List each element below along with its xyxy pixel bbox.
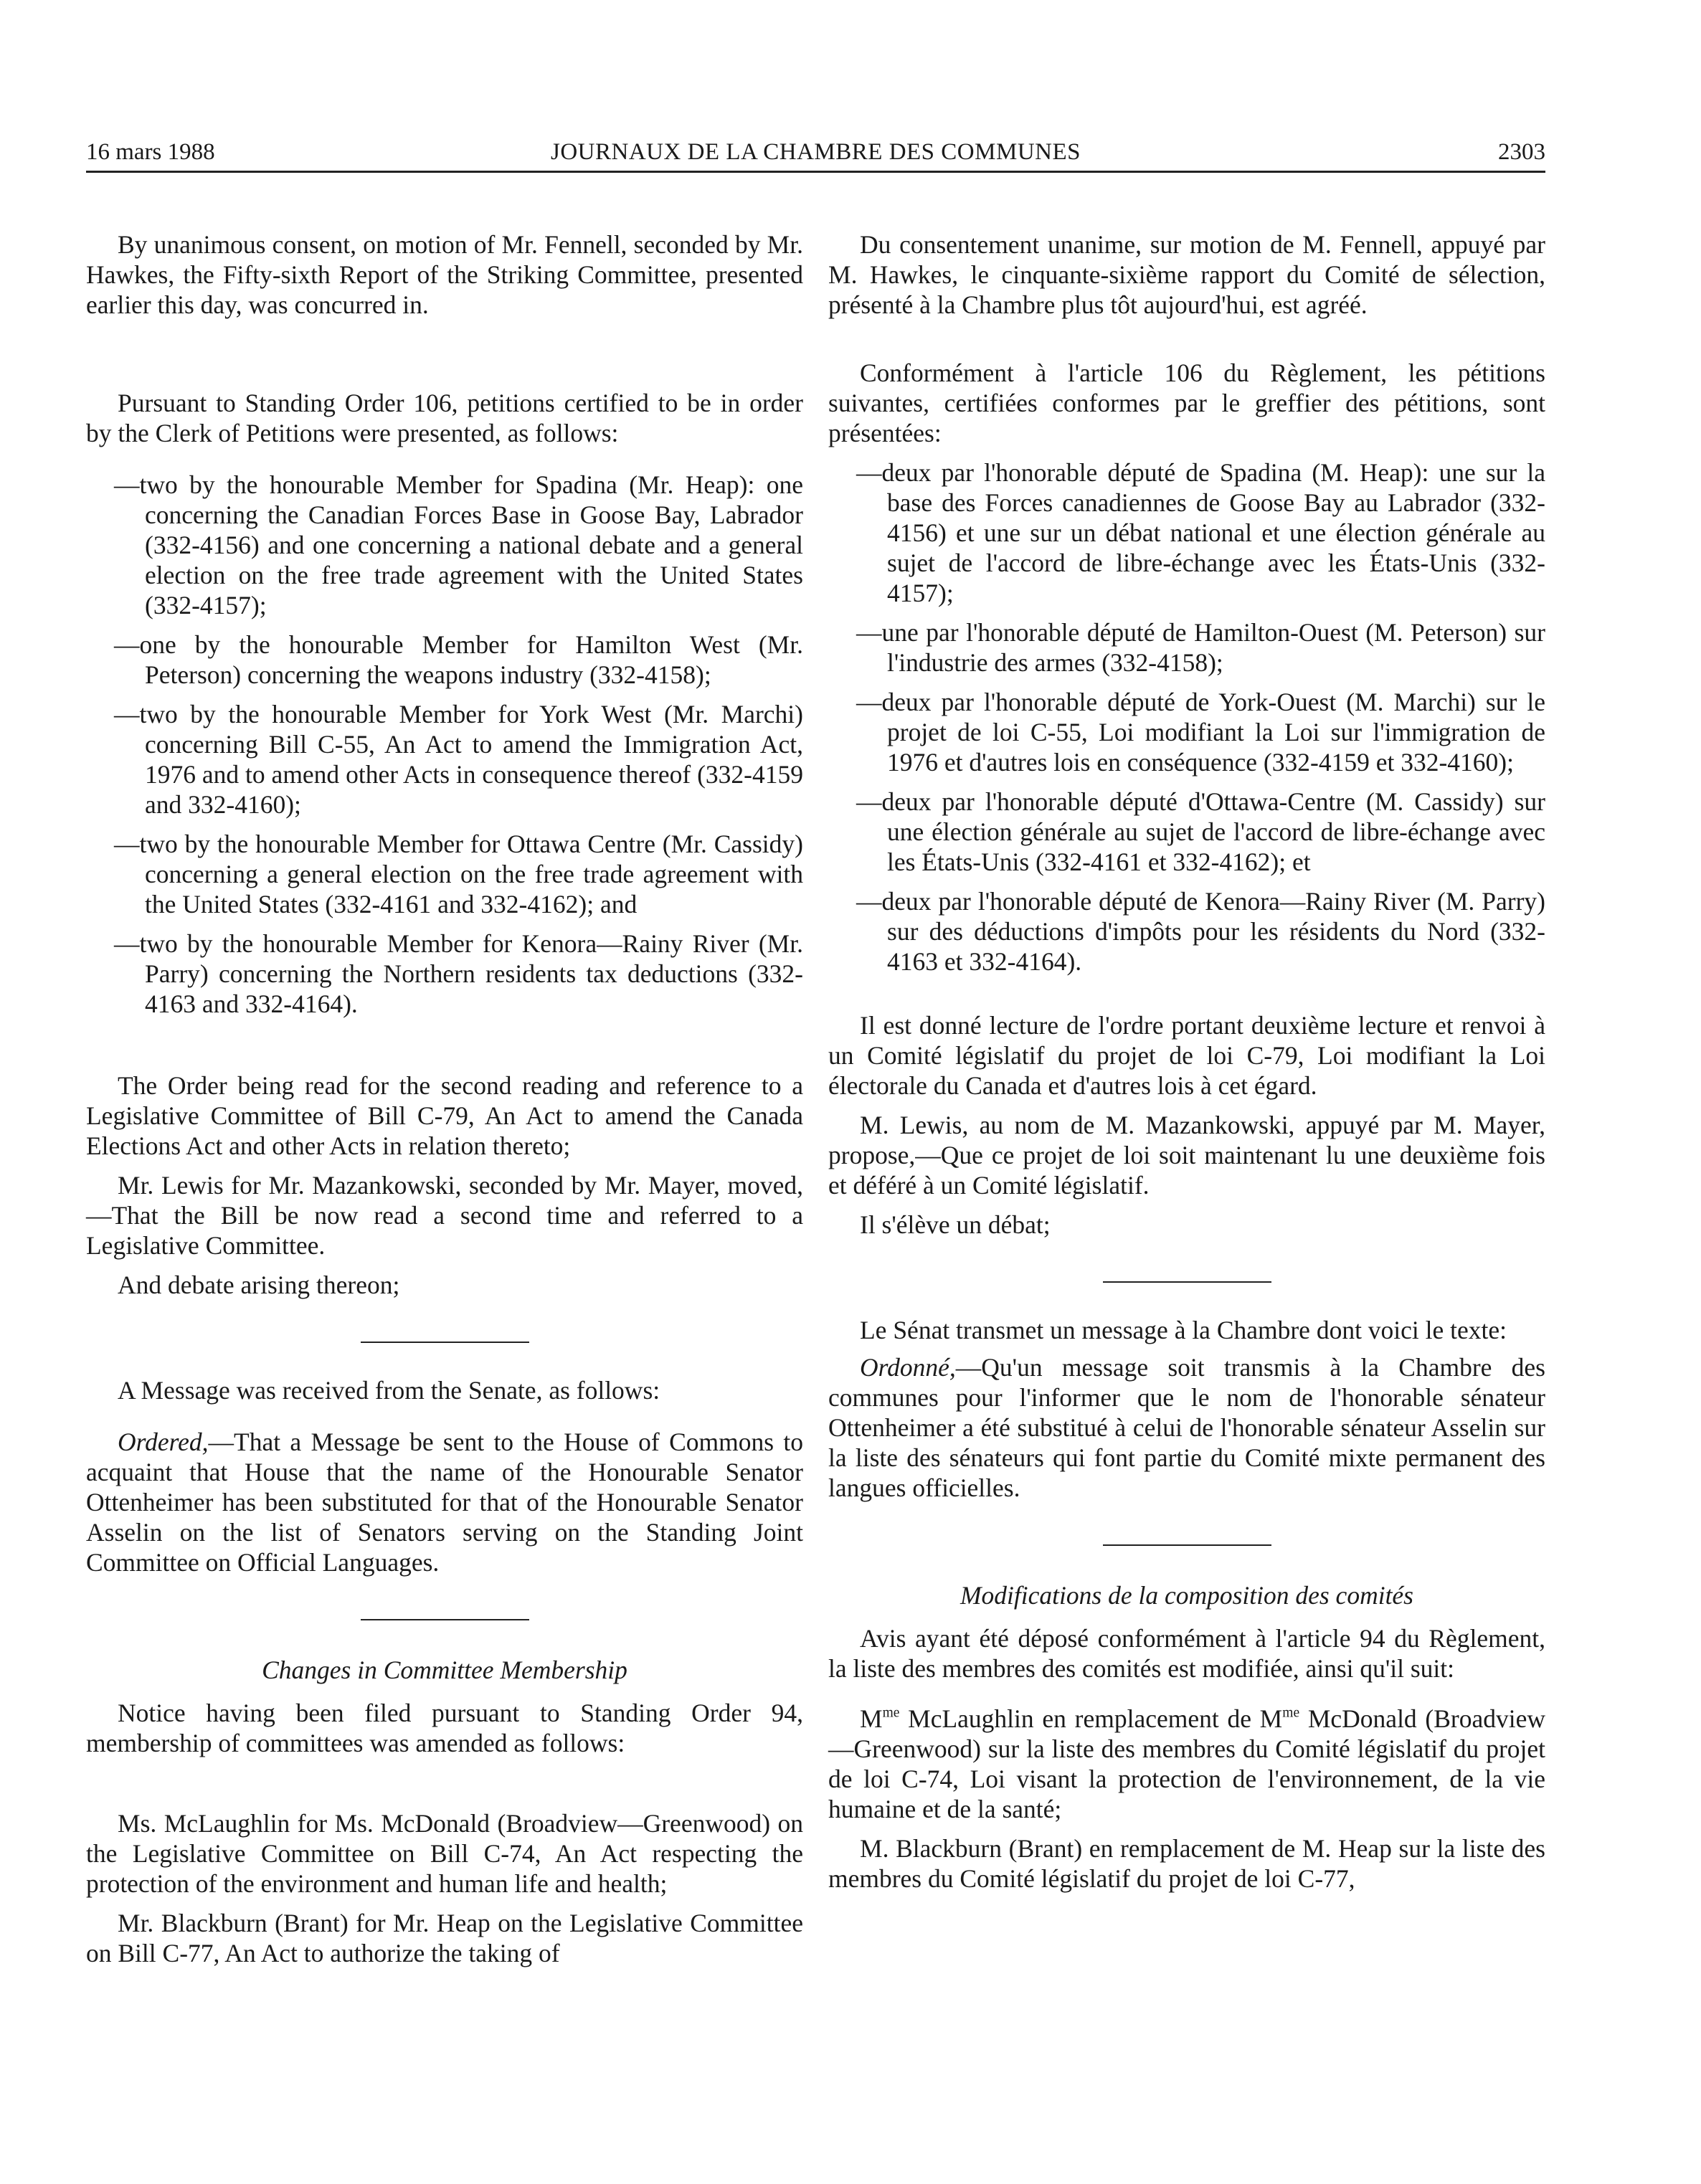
senate-text: —Qu'un message soit transmis à la Chambre des communes pour l'informer que le nom de l'honorable sénateur Ottenheimer a été substitué à celui de l'honorable sénateur Asselin sur la liste des sénateurs qui font partie du Comité mixte permanent des langues officielles. [828,1353,1545,1502]
senate-text: —That a Message be sent to the House of Commons to acquaint that House that the name of the Honourable Senator Ottenheimer has been substituted for that of the Honourable Senator Asselin on the list of Senators serving on the Standing Joint Committee on Official Languages. [86,1428,803,1577]
senate-intro: Le Sénat transmet un message à la Chambre dont voici le texte: [860,1316,1507,1344]
petitions-intro: Conformément à l'article 106 du Règlement, les pétitions suivantes, certifiées conformes par le greffier des pétitions, sont présentées: [828,359,1545,447]
notice-paragraph: Notice having been filed pursuant to Standing Order 94, membership of committees was amended as follows: [86,1699,803,1757]
petition-item: —two by the honourable Member for York West (Mr. Marchi) concerning Bill C-55, An Act to amend the Immigration Act, 1976 and to amend other Acts in consequence thereof (332-4159 and 332-4160); [114,700,803,819]
motion-paragraph: M. Lewis, au nom de M. Mazankowski, appuyé par M. Mayer, propose,—Que ce projet de loi soit maintenant lu une deuxième fois et déféré à un Comité législatif. [828,1111,1545,1200]
petition-item: —deux par l'honorable député de Spadina (M. Heap): une sur la base des Forces canadiennes de Goose Bay au Labrador (332-4156) et une sur un débat national et une élection générale au sujet de l'accord de libre-échange avec les États-Unis (332-4157); [856,458,1545,607]
concurrence-paragraph: Du consentement unanime, sur motion de M. Fennell, appuyé par M. Hawkes, le cinquante-sixième rapport du Comité de sélection, présenté à la Chambre plus tôt aujourd'hui, est agréé. [828,230,1545,319]
senate-message [828,1352,1545,1503]
petition-item: —two by the honourable Member for Kenora—Rainy River (Mr. Parry) concerning the Northern residents tax deductions (332-4163 and 332-4164). [114,929,803,1018]
membership-change: Mr. Blackburn (Brant) for Mr. Heap on the Legislative Committee on Bill C-77, An Act to authorize the taking of [86,1909,803,1967]
petition-item: —deux par l'honorable député de Kenora—Rainy River (M. Parry) sur des déductions d'impôts pour les résidents du Nord (332-4163 et 332-4164). [856,887,1545,976]
membership-change: Ms. McLaughlin for Ms. McDonald (Broadview—Greenwood) on the Legislative Committee on Bill C-74, An Act respecting the protection of the environment and human life and health; [86,1809,803,1898]
concurrence-paragraph: By unanimous consent, on motion of Mr. Fennell, seconded by Mr. Hawkes, the Fifty-sixth Report of the Striking Committee, presented earlier this day, was concurred in. [86,230,803,319]
petition-item: —two by the honourable Member for Spadina (Mr. Heap): one concerning the Canadian Forces Base in Goose Bay, Labrador (332-4156) and one concerning a national debate and a general election on the free trade agreement with the United States (332-4157); [114,470,803,619]
petition-item: —one by the honourable Member for Hamilton West (Mr. Peterson) concerning the weapons industry (332-4158); [114,630,803,689]
changes-heading: Changes in Committee Membership [262,1656,627,1684]
changes-heading: Modifications de la composition des comités [960,1581,1413,1610]
section-divider [1103,1281,1271,1283]
header-date: 16 mars 1988 [86,139,215,165]
senate-lead: Ordonné, [860,1353,956,1382]
membership-change: $M^{me}$ McLaughlin en remplacement de $M^{me}$ McDonald (Broadview—Greenwood) sur la liste des membres du Comité législatif du projet de loi C-74, Loi visant la protection de l'environnement, de la vie humaine et de la santé; [828,1704,1546,1823]
debate-paragraph: Il s'élève un débat; [860,1210,1051,1239]
english-column [86,229,803,1968]
order-read-paragraph: The Order being read for the second reading and reference to a Legislative Committee of Bill C-79, An Act to amend the Canada Elections Act and other Acts in relation thereto; [86,1071,803,1160]
page-number: 2303 [1498,139,1545,165]
notice-paragraph: Avis ayant été déposé conformément à l'article 94 du Règlement, la liste des membres des comités est modifiée, ainsi qu'il suit: [828,1624,1545,1683]
membership-change: M. Blackburn (Brant) en remplacement de M. Heap sur la liste des membres du Comité législatif du projet de loi C-77, [828,1834,1545,1893]
senate-lead: Ordered, [118,1428,209,1456]
senate-message [86,1427,803,1577]
section-divider [361,1619,529,1620]
page-header [86,136,1545,173]
petitions-intro: Pursuant to Standing Order 106, petitions certified to be in order by the Clerk of Petitions were presented, as follows: [86,389,803,447]
french-column [828,229,1545,1894]
section-divider [361,1342,529,1343]
petition-item: —deux par l'honorable député d'Ottawa-Centre (M. Cassidy) sur une élection générale au sujet de l'accord de libre-échange avec les États-Unis (332-4161 et 332-4162); et [856,787,1545,876]
petition-item: —two by the honourable Member for Ottawa Centre (Mr. Cassidy) concerning a general election on the free trade agreement with the United States (332-4161 and 332-4162); and [114,830,803,918]
debate-paragraph: And debate arising thereon; [118,1271,400,1299]
motion-paragraph: Mr. Lewis for Mr. Mazankowski, seconded by Mr. Mayer, moved,—That the Bill be now read a second time and referred to a Legislative Committee. [86,1171,803,1260]
order-read-paragraph: Il est donné lecture de l'ordre portant deuxième lecture et renvoi à un Comité législatif du projet de loi C-79, Loi modifiant la Loi électorale du Canada et d'autres lois à cet égard. [828,1011,1545,1100]
header-title: JOURNAUX DE LA CHAMBRE DES COMMUNES [551,139,1081,165]
petition-item: —deux par l'honorable député de York-Ouest (M. Marchi) sur le projet de loi C-55, Loi modifiant la Loi sur l'immigration de 1976 et d'autres lois en conséquence (332-4159 et 332-4160); [856,688,1545,777]
senate-intro: A Message was received from the Senate, as follows: [118,1376,660,1405]
petition-item: —une par l'honorable député de Hamilton-Ouest (M. Peterson) sur l'industrie des armes (332-4158); [856,618,1545,677]
section-divider [1103,1544,1271,1546]
